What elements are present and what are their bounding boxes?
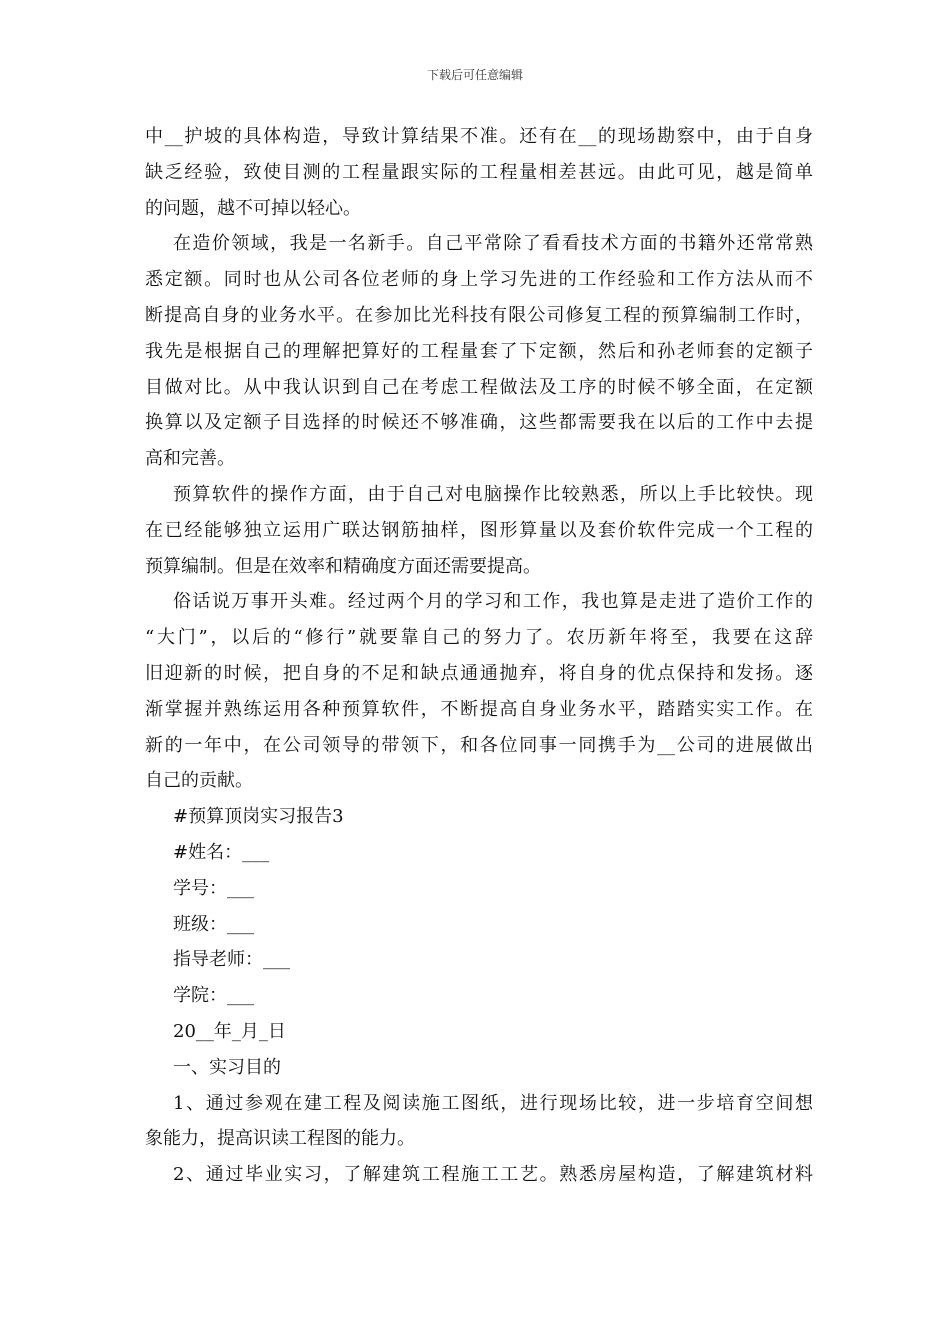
form-field-college: 学院：___ — [173, 985, 254, 1007]
header-note: 下载后可任意编辑 — [426, 68, 523, 82]
paragraph-line: 自己的贡献。 — [145, 770, 253, 792]
paragraph-line: 我先是根据自己的理解把算好的工程量套了下定额，然后和孙老师套的定额子 — [145, 340, 813, 362]
form-field-student-id: 学号：___ — [173, 877, 254, 899]
paragraph-line: 在已经能够独立运用广联达钢筋抽样，图形算量以及套价软件完成一个工程的 — [145, 519, 813, 541]
form-field-name: #姓名：___ — [173, 841, 270, 863]
paragraph-line: 缺乏经验，致使目测的工程量跟实际的工程量相差甚远。由此可见，越是简单 — [145, 161, 813, 183]
section-title: #预算顶岗实习报告3 — [173, 806, 344, 828]
form-field-date: 20__年_月_日 — [173, 1020, 286, 1042]
paragraph-line: 新的一年中，在公司领导的带领下，和各位同事一同携手为__公司的进展做出 — [145, 734, 813, 756]
section-heading: 一、实习目的 — [173, 1056, 281, 1078]
paragraph-line: 俗话说万事开头难。经过两个月的学习和工作，我也算是走进了造价工作的 — [173, 591, 813, 613]
paragraph-line: 中__护坡的具体构造，导致计算结果不准。还有在__的现场勘察中，由于自身 — [145, 126, 813, 147]
document-body — [145, 119, 813, 1193]
paragraph-line: 渐掌握并熟练运用各种预算软件，不断提高自身业务水平，踏踏实实工作。在 — [145, 698, 813, 720]
paragraph-line: 旧迎新的时候，把自身的不足和缺点通通抛弃，将自身的优点保持和发扬。逐 — [145, 662, 813, 684]
paragraph-line: 悉定额。同时也从公司各位老师的身上学习先进的工作经验和工作方法从而不 — [145, 269, 813, 291]
form-field-class: 班级：___ — [173, 913, 254, 935]
paragraph-line: 预算编制。但是在效率和精确度方面还需要提高。 — [145, 555, 541, 577]
paragraph-line: 预算软件的操作方面，由于自己对电脑操作比较熟悉，所以上手比较快。现 — [173, 483, 813, 505]
paragraph-line: 断提高自身的业务水平。在参加比光科技有限公司修复工程的预算编制工作时， — [145, 304, 813, 326]
paragraph-line: 换算以及定额子目选择的时候还不够准确，这些都需要我在以后的工作中去提 — [145, 412, 813, 434]
paragraph-line: 2、通过毕业实习，了解建筑工程施工工艺。熟悉房屋构造，了解建筑材料 — [173, 1164, 813, 1186]
paragraph-line: 1、通过参观在建工程及阅读施工图纸，进行现场比较，进一步培育空间想 — [173, 1092, 813, 1114]
paragraph-line: 的问题，越不可掉以轻心。 — [145, 197, 361, 219]
paragraph-line: “大门”，以后的“修行”就要靠自己的努力了。农历新年将至，我要在这辞 — [145, 627, 813, 649]
paragraph-line: 高和完善。 — [145, 448, 235, 470]
paragraph-line: 在造价领域，我是一名新手。自己平常除了看看技术方面的书籍外还常常熟 — [173, 233, 813, 255]
form-field-advisor: 指导老师：___ — [173, 949, 290, 971]
paragraph-line: 目做对比。从中我认识到自己在考虑工程做法及工序的时候不够全面，在定额 — [145, 376, 813, 398]
paragraph-line: 象能力，提高识读工程图的能力。 — [145, 1128, 415, 1150]
